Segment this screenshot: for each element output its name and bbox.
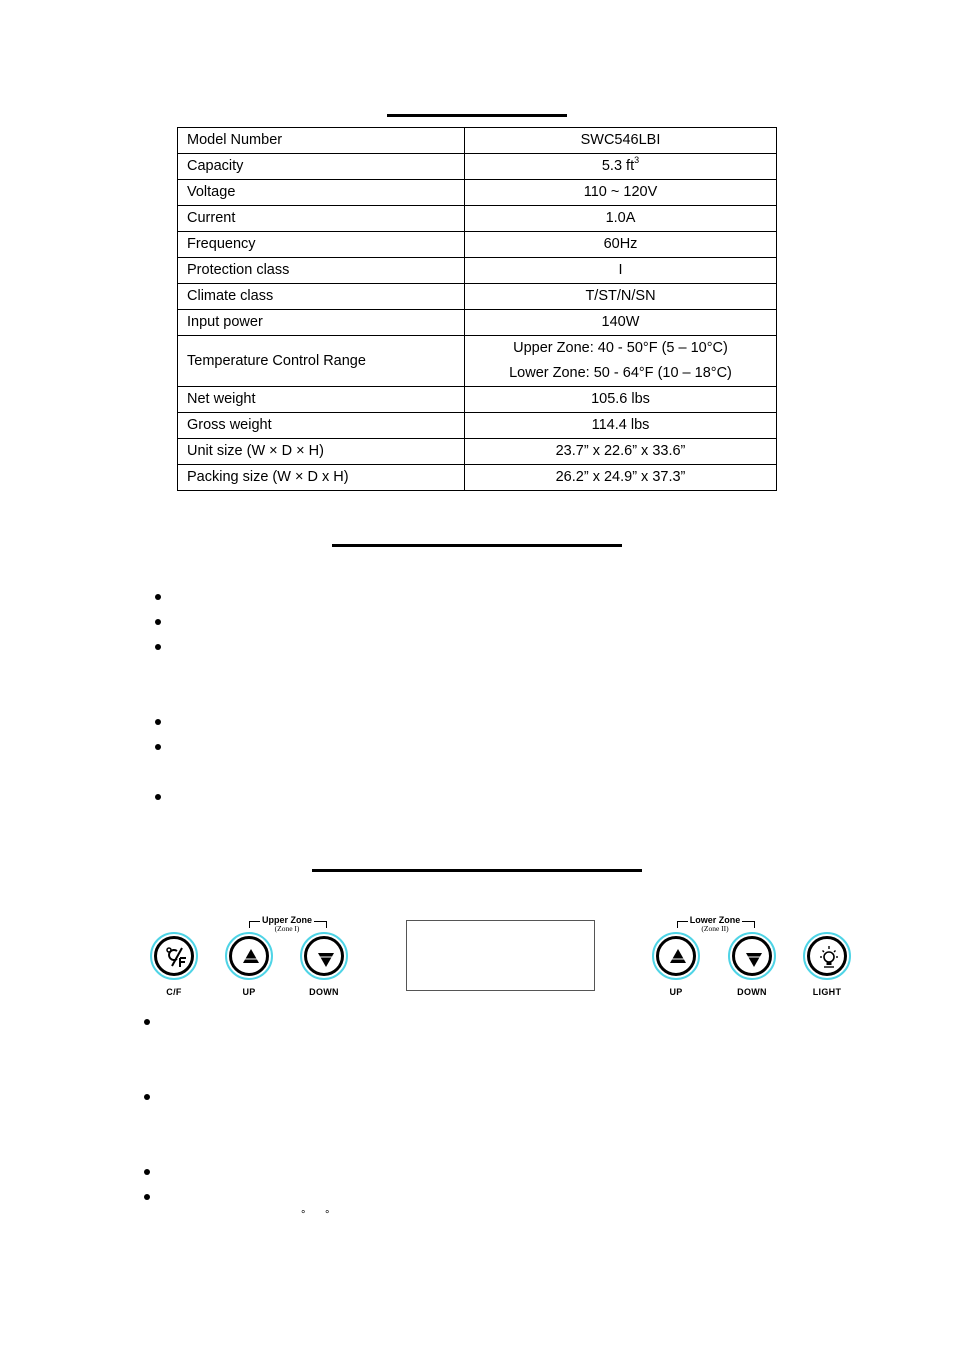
celsius-fahrenheit-icon — [152, 934, 200, 982]
table-row — [178, 232, 777, 258]
spec-value: 114.4 lbs — [465, 413, 777, 439]
spec-value: 23.7” x 22.6” x 33.6” — [465, 439, 777, 465]
table-row — [178, 180, 777, 206]
spec-label: Climate class — [178, 284, 465, 310]
upper-down-button[interactable] — [300, 932, 348, 980]
spec-value: I — [465, 258, 777, 284]
list-bullet — [144, 1169, 150, 1175]
spec-value: 1.0A — [465, 206, 777, 232]
table-row — [178, 439, 777, 465]
lower-up-label: UP — [669, 987, 683, 997]
upper-zone-title — [242, 915, 332, 933]
triangle-down-icon — [730, 934, 778, 982]
table-row — [178, 154, 777, 180]
upper-up-button[interactable] — [225, 932, 273, 980]
spec-value: 140W — [465, 310, 777, 336]
triangle-up-icon — [654, 934, 702, 982]
capacity-value: 5.3 ft — [601, 158, 635, 174]
spec-value — [465, 154, 777, 180]
upper-zone-range: Upper Zone: 40 - 50°F (5 – 10°C) — [513, 340, 728, 356]
spec-label: Capacity — [178, 154, 465, 180]
table-row — [178, 387, 777, 413]
upper-down-label: DOWN — [309, 987, 339, 997]
spec-value: SWC546LBI — [465, 128, 777, 154]
spec-value: 26.2” x 24.9” x 37.3” — [465, 465, 777, 491]
triangle-up-icon — [227, 934, 275, 982]
control-panel-heading-rule — [312, 869, 642, 872]
table-row — [178, 258, 777, 284]
spec-label: Input power — [178, 310, 465, 336]
spec-label: Packing size (W × D x H) — [178, 465, 465, 491]
degree-mark: ° — [301, 1209, 306, 1221]
spec-label: Net weight — [178, 387, 465, 413]
cf-button-label: C/F — [166, 987, 182, 997]
list-bullet — [144, 1094, 150, 1100]
spec-value: 105.6 lbs — [465, 387, 777, 413]
light-button[interactable] — [803, 932, 851, 980]
table-row — [178, 465, 777, 491]
capacity-superscript: 3 — [634, 155, 640, 166]
lower-zone-sublabel: (Zone II) — [701, 924, 729, 933]
specifications-table — [177, 127, 777, 491]
lower-down-label: DOWN — [737, 987, 767, 997]
lower-zone-range: Lower Zone: 50 - 64°F (10 – 18°C) — [509, 365, 732, 381]
cf-button[interactable] — [150, 932, 198, 980]
spec-label: Voltage — [178, 180, 465, 206]
specifications-heading-rule — [387, 114, 567, 117]
upper-up-label: UP — [242, 987, 256, 997]
triangle-down-icon — [302, 934, 350, 982]
spec-value: T/ST/N/SN — [465, 284, 777, 310]
list-bullet — [144, 1194, 150, 1200]
table-row — [178, 413, 777, 439]
list-bullet — [155, 744, 161, 750]
spec-label: Temperature Control Range — [178, 336, 465, 387]
spec-label: Model Number — [178, 128, 465, 154]
spec-label: Protection class — [178, 258, 465, 284]
spec-label: Frequency — [178, 232, 465, 258]
table-row — [178, 310, 777, 336]
upper-zone-label: Upper Zone — [261, 915, 312, 925]
table-row — [178, 284, 777, 310]
lower-up-button[interactable] — [652, 932, 700, 980]
light-button-label: LIGHT — [812, 987, 842, 997]
spec-label: Current — [178, 206, 465, 232]
degree-mark: ° — [325, 1209, 330, 1221]
table-row — [178, 206, 777, 232]
list-bullet — [155, 619, 161, 625]
list-bullet — [144, 1019, 150, 1025]
list-bullet — [155, 794, 161, 800]
light-bulb-icon — [805, 934, 853, 982]
spec-value: 60Hz — [465, 232, 777, 258]
upper-zone-sublabel: (Zone I) — [274, 924, 300, 933]
list-bullet — [155, 719, 161, 725]
table-row — [178, 128, 777, 154]
spec-label: Unit size (W × D × H) — [178, 439, 465, 465]
spec-value — [465, 336, 777, 387]
spec-value: 110 ~ 120V — [465, 180, 777, 206]
temperature-display — [406, 920, 595, 991]
list-bullet — [155, 644, 161, 650]
spec-label: Gross weight — [178, 413, 465, 439]
features-heading-rule — [332, 544, 622, 547]
list-bullet — [155, 594, 161, 600]
lower-zone-title — [670, 915, 760, 933]
lower-zone-label: Lower Zone — [689, 915, 741, 925]
lower-down-button[interactable] — [728, 932, 776, 980]
table-row — [178, 336, 777, 387]
